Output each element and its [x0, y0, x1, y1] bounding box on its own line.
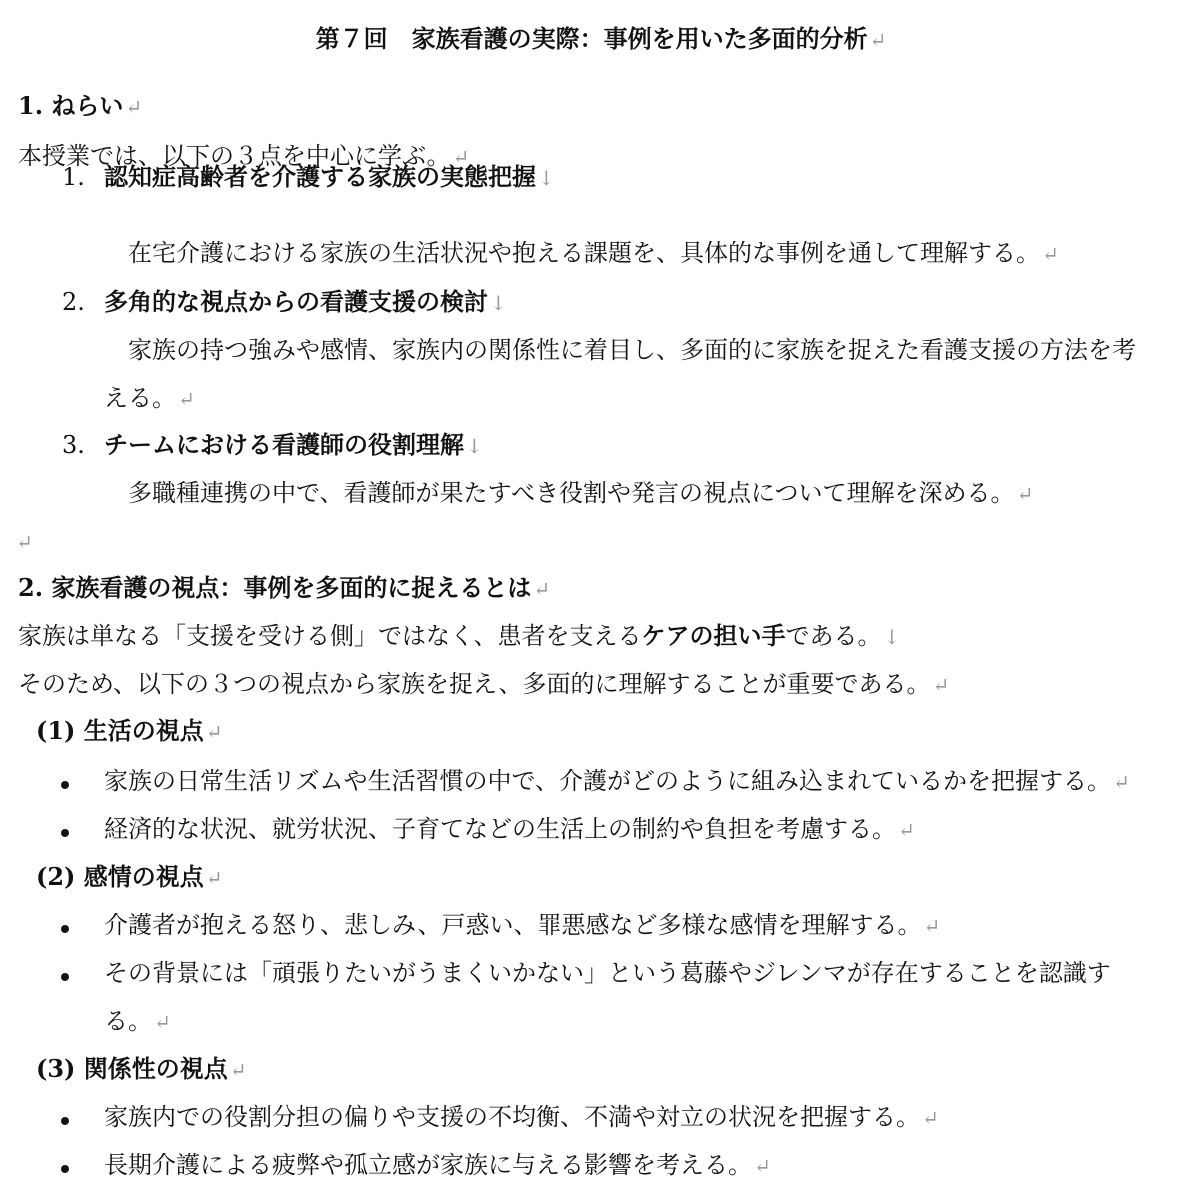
list-item-2-desc-cont: える。 ↵ [104, 384, 195, 412]
list-item-2-desc: 家族の持つ強みや感情、家族内の関係性に着目し、多面的に家族を捉えた看護支援の方法を考 [128, 336, 1136, 364]
subsection-1-bullet-2: 経済的な状況、就労状況、子育てなどの生活上の制約や負担を考慮する。 ↵ [104, 815, 915, 843]
empty-paragraph-mark: ↵ [16, 530, 33, 554]
list-item-2-heading: 多角的な視点からの看護支援の検討 ↓ [104, 287, 507, 316]
section-2-paragraph-2: そのため、以下の３つの視点から家族を捉え、多面的に理解することが重要である。 ↵ [18, 670, 950, 698]
list-item-1-number: 1. [62, 163, 85, 191]
list-item-2-number: 2. [62, 288, 85, 316]
bullet-dot [61, 925, 69, 933]
subsection-3-heading: (3) 関係性の視点 ↵ [36, 1054, 247, 1083]
bullet-dot [61, 829, 69, 837]
list-item-3-desc: 多職種連携の中で、看護師が果たすべき役割や発言の視点について理解を深める。 ↵ [128, 479, 1034, 507]
subsection-1-heading: (1) 生活の視点 ↵ [36, 716, 223, 745]
bullet-dot [61, 1117, 69, 1125]
subsection-3-bullet-2: 長期介護による疲弊や孤立感が家族に与える影響を考える。 ↵ [104, 1151, 771, 1179]
section-1-heading: 1. ねらい ↵ [18, 91, 143, 120]
subsection-2-bullet-2: その背景には「頑張りたいがうまくいかない」という葛藤やジレンマが存在することを認識す [104, 959, 1111, 987]
page-title: 第７回 家族看護の実際：事例を用いた多面的分析 ↵ [315, 24, 887, 53]
section-1-intro: 本授業では、以下の３点を中心に学ぶ。 ↵ [18, 142, 470, 170]
list-item-1-heading: 認知症高齢者を介護する家族の実態把握 ↓ [104, 162, 555, 191]
subsection-3-bullet-1: 家族内での役割分担の偏りや支援の不均衡、不満や対立の状況を把握する。 ↵ [104, 1103, 939, 1131]
bullet-dot [61, 1165, 69, 1173]
list-item-1-desc: 在宅介護における家族の生活状況や抱える課題を、具体的な事例を通して理解する。 ↵ [128, 239, 1059, 267]
list-item-3-heading: チームにおける看護師の役割理解 ↓ [104, 430, 483, 459]
section-2-heading: 2. 家族看護の視点：事例を多面的に捉えるとは ↵ [18, 573, 551, 602]
list-item-3-number: 3. [62, 431, 85, 459]
section-2-paragraph-1: 家族は単なる「支援を受ける側」ではなく、患者を支えるケアの担い手である。 ↓ [18, 621, 901, 650]
subsection-1-bullet-1: 家族の日常生活リズムや生活習慣の中で、介護がどのように組み込まれているかを把握する。 ↵ [104, 767, 1130, 795]
bullet-dot [61, 973, 69, 981]
subsection-2-heading: (2) 感情の視点 ↵ [36, 862, 223, 891]
subsection-2-bullet-1: 介護者が抱える怒り、悲しみ、戸惑い、罪悪感など多様な感情を理解する。 ↵ [104, 911, 941, 939]
subsection-2-bullet-2-cont: る。 ↵ [104, 1007, 171, 1035]
bullet-dot [61, 781, 69, 789]
